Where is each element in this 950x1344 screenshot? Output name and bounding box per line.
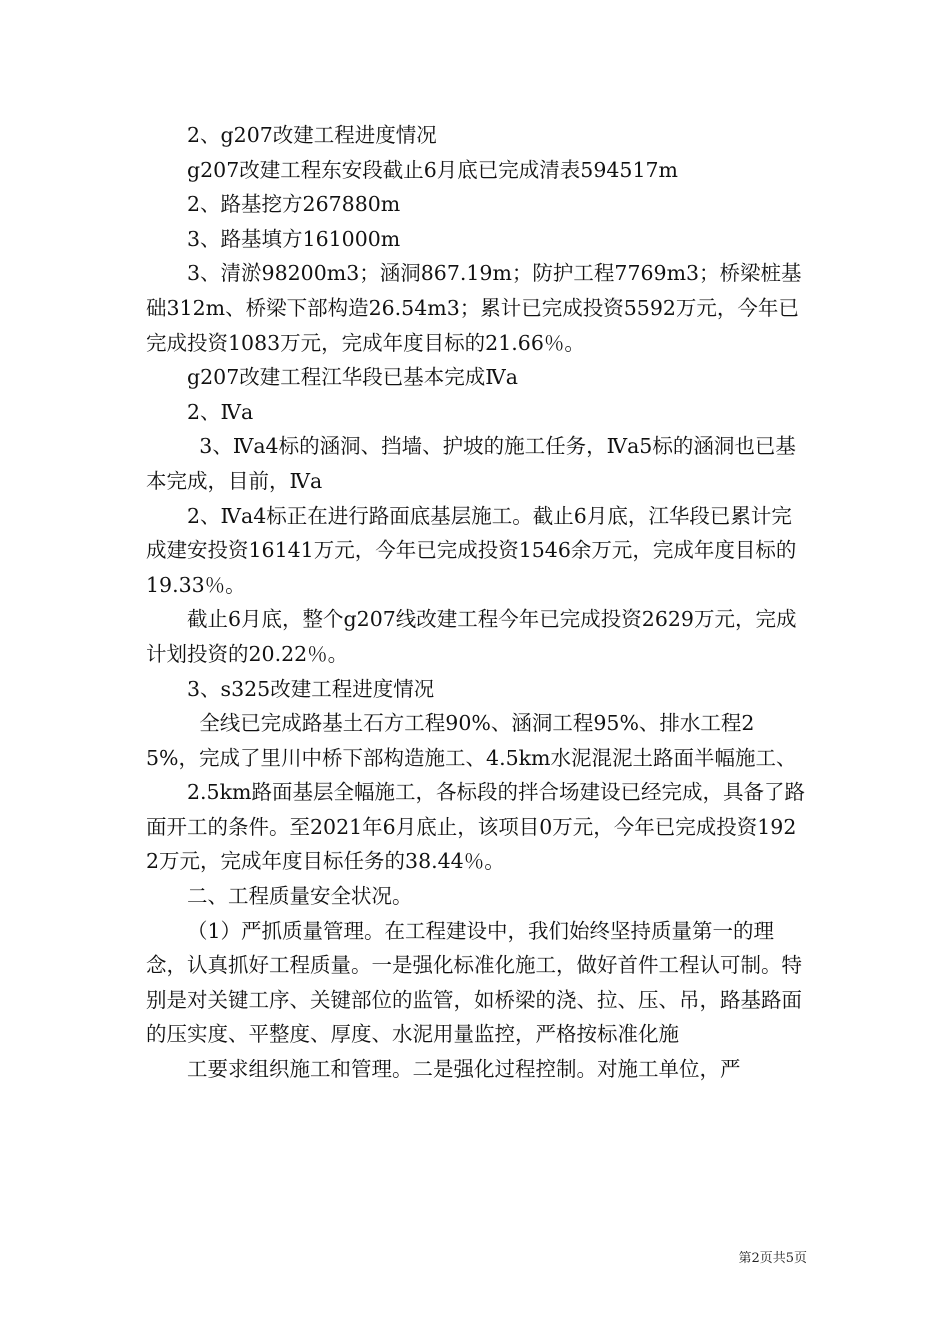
paragraph-dongan-clearing: g207改建工程东安段截止6月底已完成清表594517m (187, 157, 678, 182)
paragraph-quality-management: （1）严抓质量管理。在工程建设中，我们始终坚持质量第一的理念，认真抓好工程质量。一是强化标准化施工，做好首件工程认可制。特别是对关键工序、关键部位的监管，如桥梁的浇、拉、压、吊，路基路面的压实度、平整度、厚度、水泥用量监控，严格按标准化施 (146, 918, 802, 1047)
paragraph-excavation: 2、路基挖方267880m (187, 192, 401, 217)
paragraph-process-control: 工要求组织施工和管理。二是强化过程控制。对施工单位，严 (187, 1057, 741, 1082)
paragraph-iva4-tasks: 3、Ⅳa4标的涵洞、挡墙、护坡的施工任务，Ⅳa5标的涵洞也已基本完成，目前，Ⅳa (146, 434, 796, 493)
paragraph-jianghua-investment: 2、Ⅳa4标正在进行路面底基层施工。截止6月底，江华段已累计完成建安投资16141万元，今年已完成投资1546余万元，完成年度目标的19.33％。 (146, 503, 797, 597)
paragraph-s325-investment: 2.5km路面基层全幅施工，各标段的拌合场建设已经完成，具备了路面开工的条件。至2021年6月底止，该项目0万元，今年已完成投资1922万元，完成年度目标任务的38.44％。 (146, 780, 805, 874)
paragraph-dongan-investment: 3、清淤98200m3；涵洞867.19m；防护工程7769m3；桥梁桩基础312m、桥梁下部构造26.54m3；累计已完成投资5592万元，今年已完成投资1083万元，完成年度目标的21.66％。 (146, 261, 802, 355)
paragraph-jianghua-status: g207改建工程江华段已基本完成Ⅳa (187, 365, 518, 390)
paragraph-fill: 3、路基填方161000m (187, 226, 401, 251)
paragraph-s325-heading: 3、s325改建工程进度情况 (187, 676, 435, 701)
paragraph-g207-total: 截止6月底，整个g207线改建工程今年已完成投资2629万元，完成计划投资的20.22％。 (146, 607, 797, 666)
paragraph-s325-progress: 全线已完成路基土石方工程90%、涵洞工程95%、排水工程25%，完成了里川中桥下部构造施工、4.5km水泥混泥土路面半幅施工、 (146, 711, 797, 770)
page-number-footer: 第2页共5页 (738, 1251, 807, 1266)
paragraph-section-two-heading: 二、工程质量安全状况。 (187, 884, 413, 909)
document-body (146, 118, 806, 1087)
paragraph-g207-heading: 2、g207改建工程进度情况 (187, 123, 437, 147)
paragraph-iva: 2、Ⅳa (187, 399, 254, 424)
